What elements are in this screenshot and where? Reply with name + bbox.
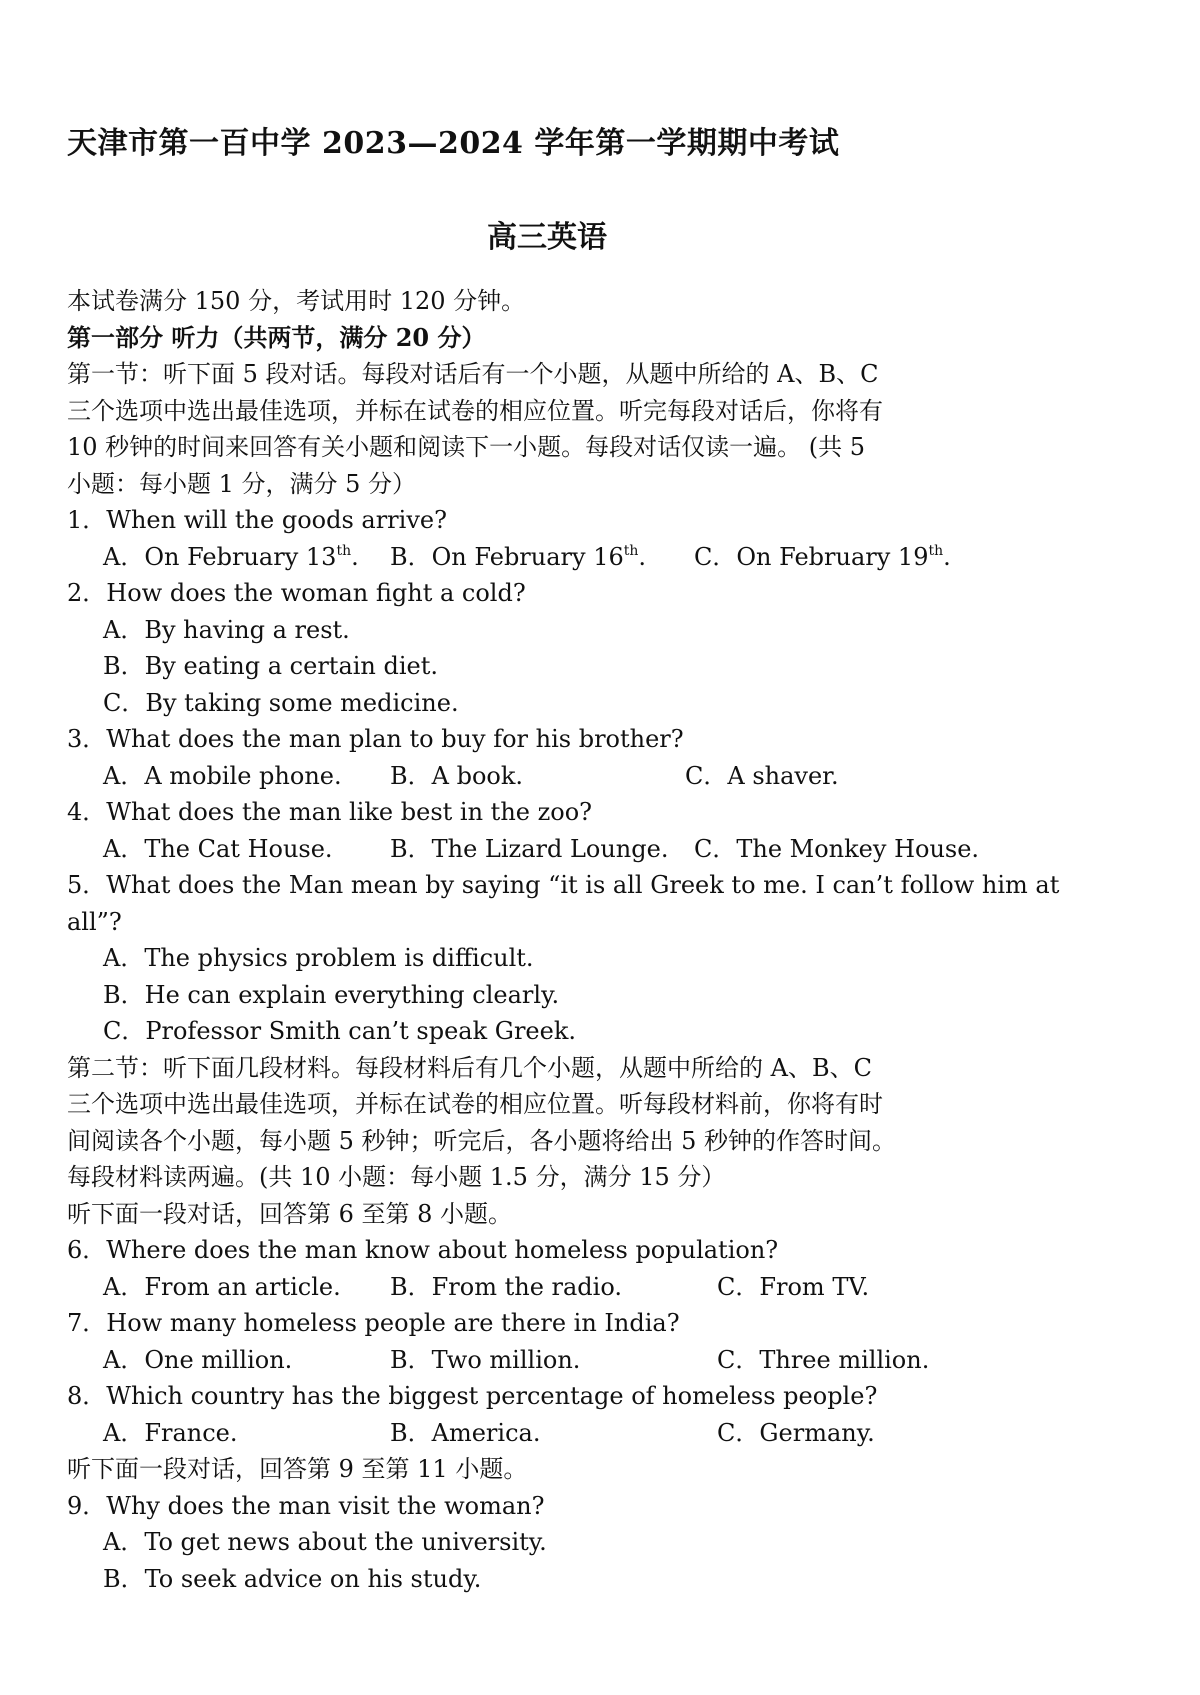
question-8-options [67,1415,1027,1452]
question-number: 8． [67,1382,107,1410]
question-1-options [67,539,1027,576]
intro-text: 本试卷满分 150 分，考试用时 120 分钟。 [67,287,526,315]
question-stem: How many homeless people are there in India? [106,1309,680,1337]
option-a: A．By having a rest. [103,615,350,644]
exam-subtitle: 高三英语 [487,220,607,255]
question-7-options [67,1342,1027,1379]
option-b: B．He can explain everything clearly. [103,980,560,1009]
option-c: C．Professor Smith can’t speak Greek. [103,1017,577,1045]
option-a: A．The physics problem is difficult. [103,944,534,972]
question-stem: How does the woman fight a cold? [106,579,526,607]
question-stem: When will the goods arrive? [106,506,447,534]
option-a: A．From an article. [103,1272,341,1301]
option-c: C．Three million. [717,1345,930,1374]
option-a: A．France. [103,1418,238,1447]
question-stem: Why does the man visit the woman? [106,1491,545,1520]
section2-instruction-line: 间阅读各个小题，每小题 5 秒钟；听完后，各小题将给出 5 秒钟的作答时间。 [67,1126,897,1155]
section1-instruction-line: 三个选项中选出最佳选项，并标在试卷的相应位置。听完每段对话后，你将有 [67,396,883,425]
section2-instruction-line: 第二节：听下面几段材料。每段材料后有几个小题，从题中所给的 A、B、C [67,1053,872,1082]
option-b: B．Two million. [390,1345,581,1374]
option-a: A．The Cat House. [103,834,333,863]
option-b: B．On February 16th. [390,542,647,571]
question-number: 3． [67,725,107,753]
question-8 [67,1378,1027,1415]
question-6 [67,1232,1027,1269]
question-5 [67,867,1060,904]
option-c: C．On February 19th. [694,542,951,571]
section1-instruction-line: 10 秒钟的时间来回答有关小题和阅读下一小题。每段对话仅读一遍。 (共 5 [67,433,866,461]
question-9 [67,1488,1027,1525]
option-c: C．The Monkey House. [694,834,980,863]
option-b: B．To seek advice on his study. [103,1564,482,1593]
option-a: A．One million. [103,1345,293,1374]
exam-body [67,283,1060,1597]
option-c: C．A shaver. [685,761,839,790]
option-b: B．A book. [390,761,524,790]
section1-instruction-line: 小题：每小题 1 分，满分 5 分） [67,469,417,498]
question-number: 5． [67,871,107,899]
option-c: C．Germany. [717,1418,875,1447]
option-a: A．A mobile phone. [103,761,342,790]
section1-instruction-line: 第一节：听下面 5 段对话。每段对话后有一个小题，从题中所给的 A、B、C [67,360,879,388]
option-c: C．By taking some medicine. [103,688,459,717]
option-b: B．From the radio. [390,1272,623,1301]
question-4 [67,794,1027,831]
question-2 [67,575,1027,612]
section2-instruction-line: 三个选项中选出最佳选项，并标在试卷的相应位置。听每段材料前，你将有时 [67,1090,883,1118]
question-stem: Which country has the biggest percentage of homeless people? [106,1382,878,1410]
option-b: B．By eating a certain diet. [103,652,439,680]
question-6-options [67,1269,1027,1306]
option-c: C．From TV. [717,1272,870,1301]
group-note: 听下面一段对话，回答第 9 至第 11 小题。 [67,1455,528,1483]
question-3 [67,721,1027,758]
question-stem: What does the Man mean by saying “it is all Greek to me. I can’t follow him at [106,871,1060,899]
question-stem: Where does the man know about homeless population? [106,1236,779,1264]
question-number: 2． [67,579,107,607]
part1-heading: 第一部分 听力（共两节，满分 20 分） [67,322,486,352]
question-1 [67,502,1027,539]
group-note: 听下面一段对话，回答第 6 至第 8 小题。 [67,1199,513,1228]
question-4-options [67,831,1027,868]
question-number: 4． [67,798,107,826]
question-3-options [67,758,1027,795]
option-b: B．The Lizard Lounge. [390,834,669,863]
question-stem-continued: all”? [67,907,122,936]
section2-instruction-line: 每段材料读两遍。(共 10 小题：每小题 1.5 分，满分 15 分） [67,1163,726,1191]
question-stem: What does the man plan to buy for his brother? [106,725,684,753]
question-7 [67,1305,1027,1342]
option-b: B．America. [390,1418,541,1447]
option-a: A．To get news about the university. [103,1528,547,1556]
question-number: 6． [67,1236,107,1264]
exam-title: 天津市第一百中学 2023—2024 学年第一学期期中考试 [67,126,840,161]
question-number: 1． [67,506,107,534]
question-number: 7． [67,1309,107,1337]
question-number: 9． [67,1491,107,1520]
option-a: A．On February 13th. [103,542,359,571]
question-stem: What does the man like best in the zoo? [106,798,593,826]
